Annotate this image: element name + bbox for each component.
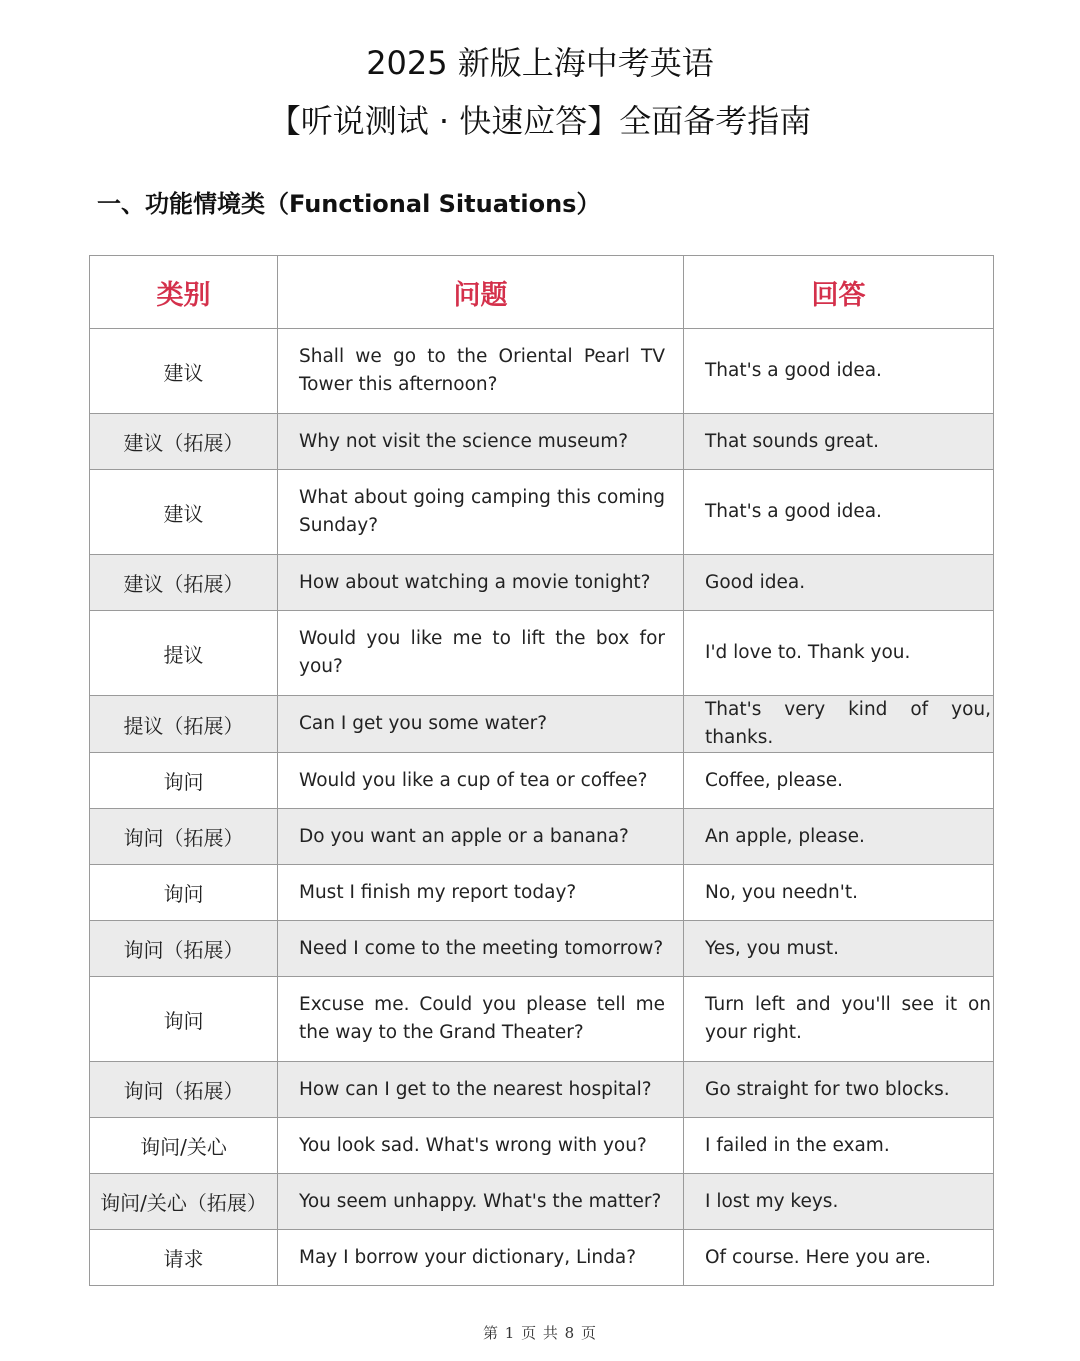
column-header-category: 类别	[90, 256, 278, 329]
answer-cell: That's very kind of you, thanks.	[684, 696, 994, 753]
question-cell: Need I come to the meeting tomorrow?	[278, 921, 684, 977]
page-subtitle: 【听说测试 · 快速应答】全面备考指南	[268, 102, 812, 140]
answer-cell: That's a good idea.	[684, 470, 994, 555]
category-cell: 询问/关心	[90, 1118, 278, 1174]
question-cell: You look sad. What's wrong with you?	[278, 1118, 684, 1174]
category-cell: 请求	[90, 1230, 278, 1286]
table-row	[90, 696, 994, 753]
category-cell: 询问	[90, 865, 278, 921]
category-cell: 建议	[90, 470, 278, 555]
table-row	[90, 1174, 994, 1230]
category-cell: 建议（拓展）	[90, 555, 278, 611]
table-row	[90, 414, 994, 470]
answer-cell: Go straight for two blocks.	[684, 1062, 994, 1118]
answer-cell: That's a good idea.	[684, 329, 994, 414]
qa-table	[89, 255, 994, 1286]
answer-cell: Good idea.	[684, 555, 994, 611]
answer-cell: That sounds great.	[684, 414, 994, 470]
question-cell: Shall we go to the Oriental Pearl TV Tower this afternoon?	[278, 329, 684, 414]
table-row	[90, 611, 994, 696]
table-row	[90, 921, 994, 977]
table-row	[90, 555, 994, 611]
answer-cell: Yes, you must.	[684, 921, 994, 977]
question-cell: Must I finish my report today?	[278, 865, 684, 921]
category-cell: 建议（拓展）	[90, 414, 278, 470]
table-row	[90, 329, 994, 414]
answer-cell: I failed in the exam.	[684, 1118, 994, 1174]
question-cell: Would you like a cup of tea or coffee?	[278, 753, 684, 809]
answer-cell: No, you needn't.	[684, 865, 994, 921]
table-row	[90, 977, 994, 1062]
table-header-row	[90, 256, 994, 329]
page-number-footer: 第 1 页 共 8 页	[483, 1324, 597, 1342]
answer-cell: I lost my keys.	[684, 1174, 994, 1230]
table-row	[90, 865, 994, 921]
section-heading: 一、功能情境类（Functional Situations）	[97, 190, 601, 218]
answer-cell: An apple, please.	[684, 809, 994, 865]
question-cell: Why not visit the science museum?	[278, 414, 684, 470]
table-row	[90, 1230, 994, 1286]
question-cell: May I borrow your dictionary, Linda?	[278, 1230, 684, 1286]
question-cell: How about watching a movie tonight?	[278, 555, 684, 611]
table-row	[90, 809, 994, 865]
category-cell: 提议	[90, 611, 278, 696]
category-cell: 询问（拓展）	[90, 1062, 278, 1118]
question-cell: Do you want an apple or a banana?	[278, 809, 684, 865]
category-cell: 提议（拓展）	[90, 696, 278, 753]
category-cell: 建议	[90, 329, 278, 414]
answer-cell: Of course. Here you are.	[684, 1230, 994, 1286]
category-cell: 询问（拓展）	[90, 921, 278, 977]
table-row	[90, 1062, 994, 1118]
question-cell: Would you like me to lift the box for you?	[278, 611, 684, 696]
column-header-answer: 回答	[684, 256, 994, 329]
table-row	[90, 1118, 994, 1174]
answer-cell: Turn left and you'll see it on your right.	[684, 977, 994, 1062]
category-cell: 询问/关心（拓展）	[90, 1174, 278, 1230]
question-cell: You seem unhappy. What's the matter?	[278, 1174, 684, 1230]
question-cell: How can I get to the nearest hospital?	[278, 1062, 684, 1118]
answer-cell: Coffee, please.	[684, 753, 994, 809]
question-cell: What about going camping this coming Sunday?	[278, 470, 684, 555]
page-title: 2025 新版上海中考英语	[366, 44, 714, 82]
answer-cell: I'd love to. Thank you.	[684, 611, 994, 696]
table-row	[90, 470, 994, 555]
column-header-question: 问题	[278, 256, 684, 329]
category-cell: 询问	[90, 753, 278, 809]
category-cell: 询问	[90, 977, 278, 1062]
question-cell: Can I get you some water?	[278, 696, 684, 753]
question-cell: Excuse me. Could you please tell me the way to the Grand Theater?	[278, 977, 684, 1062]
category-cell: 询问（拓展）	[90, 809, 278, 865]
table-row	[90, 753, 994, 809]
